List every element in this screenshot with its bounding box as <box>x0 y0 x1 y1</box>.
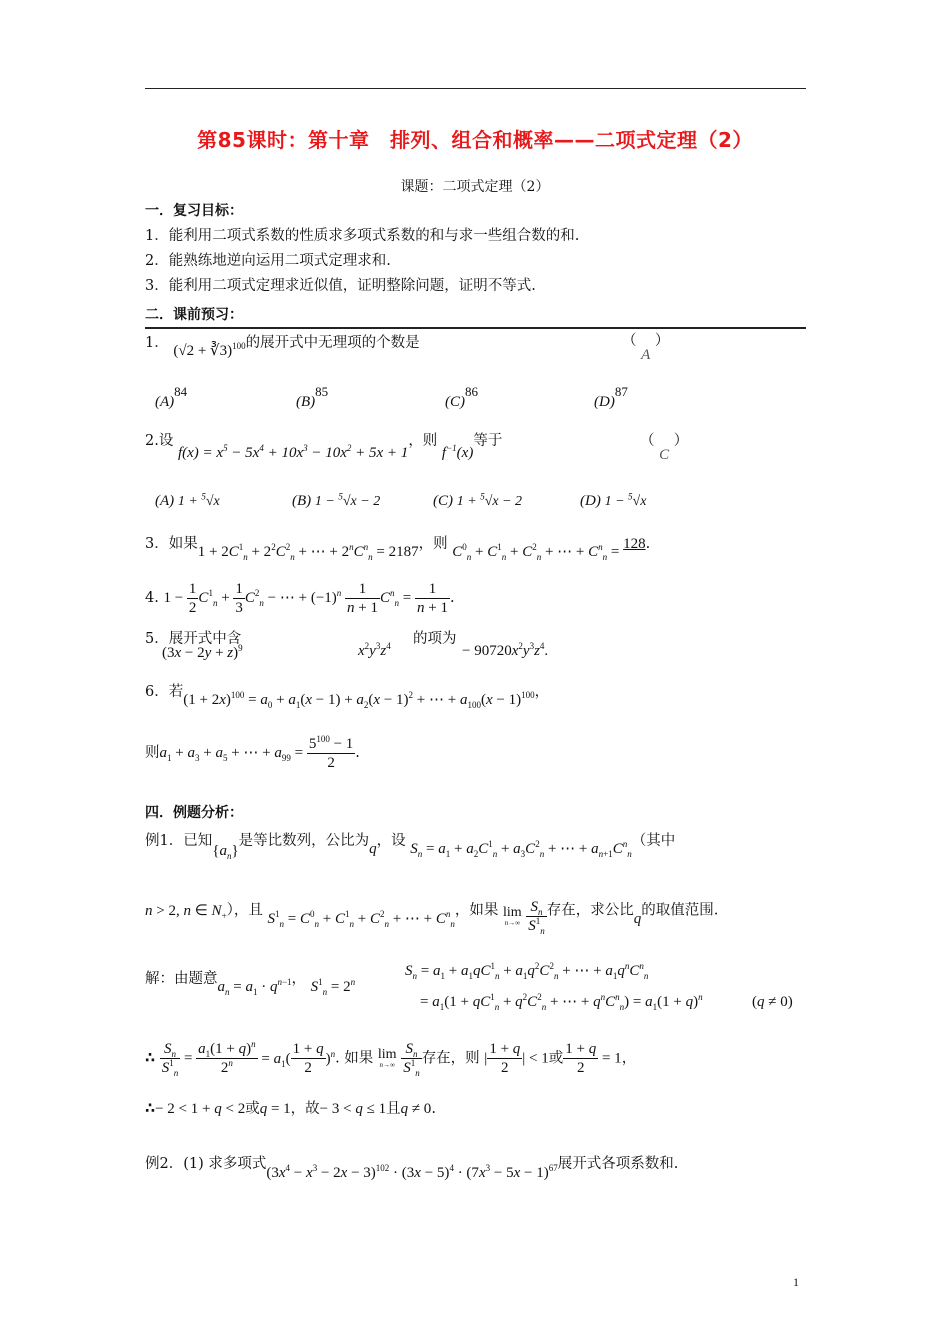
page-number: 1 <box>793 1275 799 1289</box>
q2-option-c: (C) 1 + $^5$√x − 2 <box>433 491 523 509</box>
example-2: 例2．(1) 求多项式$(3x^4 - x^3 - 2x - 3)^{102} \cdot (3x - 5)^4 \cdot (7x^3 - 5x - 1)^{67}$展开式各项系数和. <box>145 1156 679 1181</box>
q5-text2: 的项为 <box>413 631 457 647</box>
lesson-subtitle: 课题：二项式定理（2） <box>400 179 550 195</box>
q6-answer: $a_1 + a_3 + a_5$ + ⋯ + $a_{99}$ = $\frac{5^{100} - 1}{2}$ <box>159 734 354 771</box>
q3-condition: $1 + 2C^1_n + 2^2C^2_n$ + ⋯ + $2^nC^n_n = 2187$ <box>197 542 419 562</box>
question-6: 6．若$(1 + 2x)^{100} = a_0 + a_1(x - 1) + a_2(x - 1)^2$ + ⋯ + $a_{100}(x - 1)^{100}$， <box>145 684 550 710</box>
section-review-heading: 一．复习目标： <box>145 203 243 219</box>
section-divider <box>145 327 806 329</box>
q1-expression: (√2 + ∛3)$^{100}$ <box>173 341 246 359</box>
solution-sn-line-1: $S_n = a_1 + a_1qC^1_n + a_1q^2C^2_n$ + ⋯ + $a_1q^nC^n_n$ <box>405 961 649 981</box>
top-rule <box>145 88 806 89</box>
q1-answer-bracket: （ A ） <box>622 333 670 363</box>
q6-expansion: $(1 + 2x)^{100} = a_0 + a_1(x - 1) + a_2(x - 1)^2$ + ⋯ + $a_{100}(x - 1)^{100}$ <box>183 690 535 710</box>
q2-answer-bracket: （ C ） <box>640 433 689 463</box>
q5-answer: − $90720x^2y^3z^4$. <box>462 641 549 659</box>
q1-text: 的展开式中无理项的个数是 <box>245 335 420 351</box>
question-2: 2.设 $f(x) = x^5 - 5x^4 + 10x^3 - 10x^2 + 5x + 1$，则 $f^{-1}(x)$等于 <box>145 433 503 461</box>
q5-term: $x^2y^3z^4$ <box>358 641 391 659</box>
example-1-statement: 例1．已知$\{a_n\}$是等比数列，公比为q，设 $S_n = a_1 + a_2C^1_n + a_3C^2_n$ + ⋯ + $a_{n+1}C^n_n$（其中 <box>145 833 676 861</box>
q2-option-b: (B) 1 − $^5$√x − 2 <box>292 491 381 509</box>
q2-answer: C <box>659 447 670 463</box>
q6-answer-line: 则$a_1 + a_3 + a_5$ + ⋯ + $a_{99}$ = $\frac{5^{100} - 1}{2}$ . <box>145 734 360 771</box>
q2-inverse: $f^{-1}(x)$ <box>441 443 474 461</box>
review-goal-3: 3．能利用二项式定理求近似值，证明整除问题，证明不等式. <box>145 278 536 294</box>
q1-option-a: $(A)^{84}$ <box>155 384 188 410</box>
q1-answer: A <box>641 347 651 363</box>
q4-identity: 1 − $\frac{1}{2}$ $C^1_n$ + $\frac{1}{3}$ $C^2_n$ − ⋯ + $(-1)^n$ $\frac{1}{n + 1}$ $C^n_n$ = $\frac{1}{n + 1}$ <box>163 581 448 616</box>
example-1-statement-2: n > 2, n ∈ $N_+$），且 $S^1_n = C^0_n + C^1_n + C^2_n$ + ⋯ + $C^n_n$，如果 lim n→∞ $\frac{S_n}{S^1_n}$ 存在，求公比q的取值范围. <box>145 899 719 936</box>
review-goal-1: 1．能利用二项式系数的性质求多项式系数的和与求一些组合数的和. <box>145 228 580 244</box>
q1-option-b: $(B)^{85}$ <box>296 384 329 410</box>
q5-expression: $(3x - 2y + z)^9$ <box>162 643 243 661</box>
q2-option-a: (A) 1 + $^5$√x <box>155 491 220 509</box>
q3-answer: 128 <box>623 536 646 552</box>
question-5: 5．展开式中含 <box>145 631 242 647</box>
q2-number: 2.设 <box>145 433 174 449</box>
solution-sn-line-2: = $a_1(1 + qC^1_n + q^2C^2_n$ + ⋯ + $q^nC^n_n) = a_1(1 + q)^n$ <box>420 992 703 1012</box>
question-4: 4. 1 − $\frac{1}{2}$ $C^1_n$ + $\frac{1}{3}$ $C^2_n$ − ⋯ + $(-1)^n$ $\frac{1}{n + 1}$ $C^n_n$ = $\frac{1}{n + 1}$ . <box>145 581 455 616</box>
page-title: 第85课时：第十章 排列、组合和概率——二项式定理（2） <box>197 128 753 152</box>
section-preview-heading: 二．课前预习： <box>145 307 243 323</box>
section-examples-heading: 四．例题分析： <box>145 805 243 821</box>
q1-option-d: $(D)^{87}$ <box>594 384 628 410</box>
solution-limit-line: ∴ $\frac{S_n}{S^1_n}$ = $\frac{a_1(1 + q)^n}{2^n}$ = $a_1$( $\frac{1 + q}{2}$ )$^n$. 如果 lim n→∞ $\frac{S_n}{S^1_n}$ 存在，则 | $\frac{1 + q}{2}$ | < 1或 $\frac{1 + q}{2}$ = 1， <box>145 1039 637 1078</box>
q2-function: $f(x) = x^5 - 5x^4 + 10x^3 - 10x^2 + 5x + 1$ <box>177 443 409 461</box>
review-goal-2: 2．能熟练地逆向运用二项式定理求和. <box>145 253 391 269</box>
solution-conclusion: ∴− 2 < 1 + q < 2或q = 1，故− 3 < q ≤ 1且q ≠ 0. <box>145 1101 436 1117</box>
q1-option-c: $(C)^{86}$ <box>445 384 478 410</box>
question-3: 3．如果$1 + 2C^1_n + 2^2C^2_n$ + ⋯ + $2^nC^n_n = 2187$，则 $C^0_n + C^1_n + C^2_n$ + ⋯ + $C^n_n = 128$. <box>145 536 651 562</box>
example-1-solution: 解：由题意$a_n = a_1 \cdot q^{n-1}$， $S^1_n = 2^n$ <box>145 971 356 997</box>
solution-q-nonzero: (q ≠ 0) <box>752 994 793 1010</box>
question-1 <box>145 334 420 359</box>
q1-number: 1． <box>145 335 169 351</box>
q2-option-d: (D) 1 − $^5$√x <box>580 491 647 509</box>
q3-sum: $C^0_n + C^1_n + C^2_n$ + ⋯ + $C^n_n$ = <box>452 542 624 562</box>
